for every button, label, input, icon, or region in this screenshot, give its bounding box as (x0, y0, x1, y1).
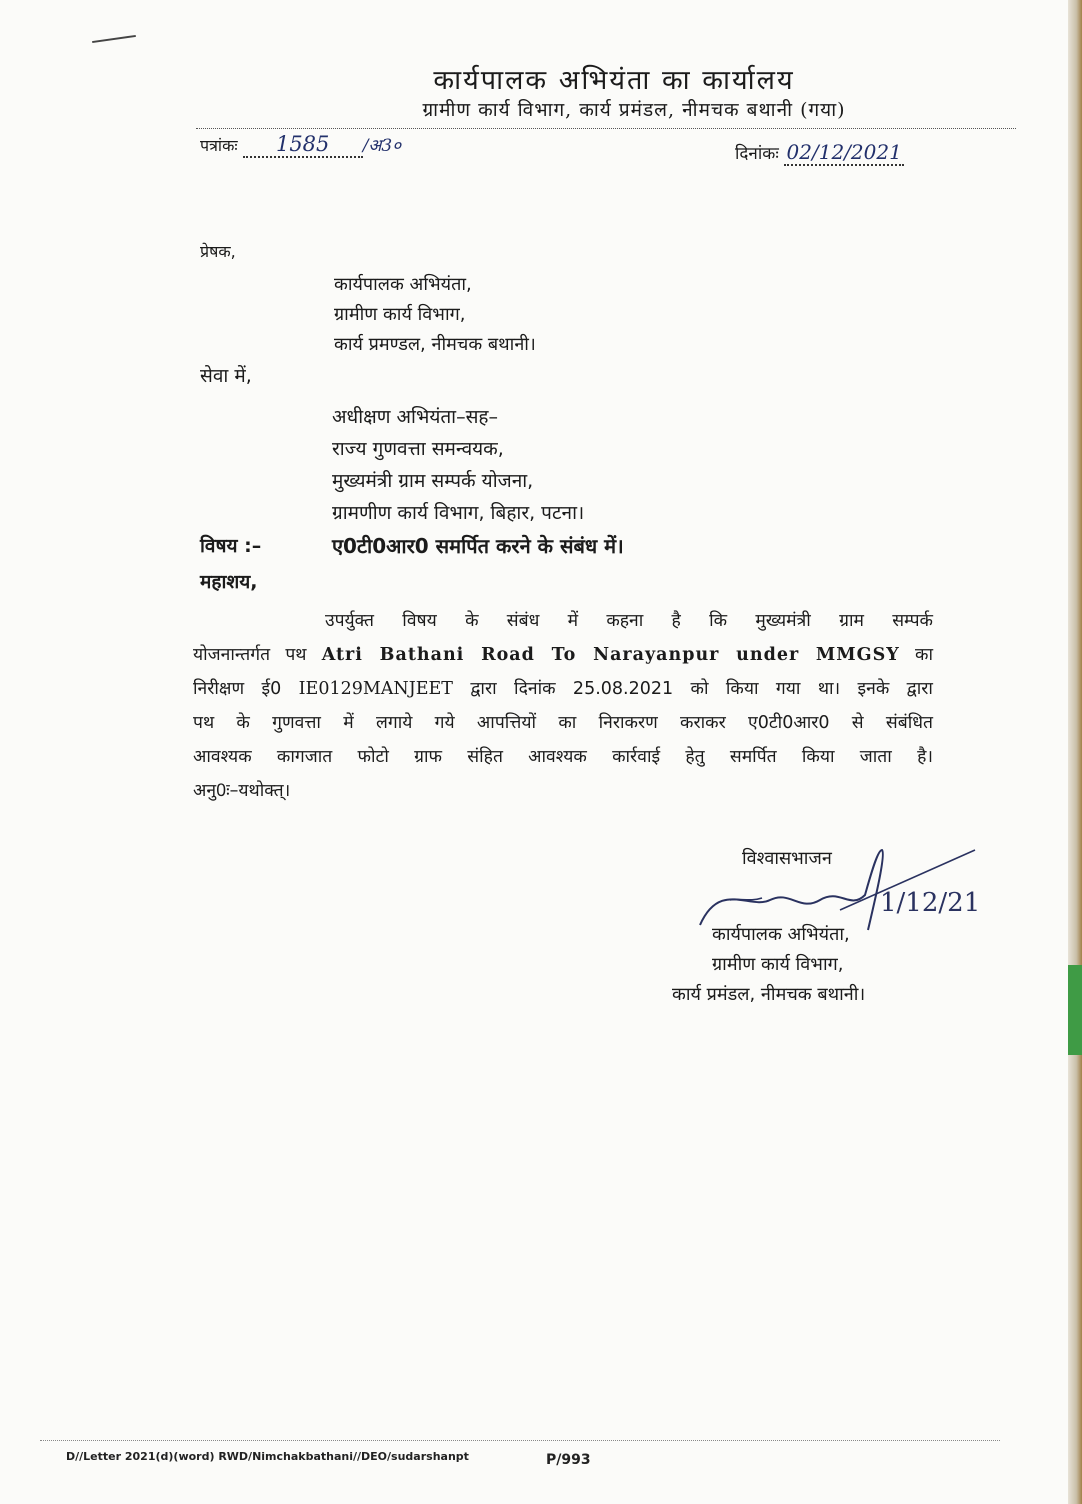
reference-number (200, 132, 401, 158)
reference-value-field (243, 132, 363, 158)
paper-edge (1068, 0, 1082, 1504)
enclosure-note: अनु0ः–यथोक्त्। (193, 781, 291, 801)
body-line-3 (193, 672, 933, 706)
sender-label: प्रेषक, (200, 242, 236, 261)
reference-label: पत्रांकः (200, 136, 238, 155)
recipient-line-4: ग्रामणीण कार्य विभाग, बिहार, पटना। (332, 502, 585, 524)
date-field (784, 140, 904, 166)
body-line-3-start: निरीक्षण ई0 (193, 679, 282, 699)
signature-date: 1/12/21 (880, 888, 981, 918)
recipient-label: सेवा में, (200, 365, 252, 387)
closing-line-1: कार्यपालक अभियंता, (712, 924, 850, 945)
header-divider (196, 128, 1016, 129)
subject-text: ए0टी0आर0 समर्पित करने के संबंध में। (332, 534, 624, 558)
pen-mark (92, 35, 136, 43)
sender-line-2: ग्रामीण कार्य विभाग, (334, 304, 466, 325)
body-line-2-start: योजनान्तर्गत पथ (193, 645, 307, 665)
body-paragraph (193, 604, 933, 808)
closing-regards: विश्वासभाजन (742, 848, 832, 869)
office-title: कार्यपालक अभियंता का कार्यालय (433, 65, 795, 96)
date-value: 02/12/2021 (786, 140, 902, 164)
road-name: Atri Bathani Road To Narayanpur under MMGSY (321, 645, 900, 665)
sender-line-1: कार्यपालक अभियंता, (334, 274, 472, 295)
letter-date (735, 140, 904, 166)
salutation: महाशय, (200, 571, 258, 593)
footer-divider (40, 1440, 1000, 1441)
background-object (1068, 965, 1082, 1055)
body-line-2 (193, 638, 933, 672)
closing-line-2: ग्रामीण कार्य विभाग, (712, 954, 844, 975)
subject-label: विषय :– (200, 535, 262, 557)
body-line-5: आवश्यक कागजात फोटो ग्राफ संहित आवश्यक कार्रवाई हेतु समर्पित किया जाता है। (193, 747, 933, 767)
sender-line-3: कार्य प्रमण्डल, नीमचक बथानी। (334, 334, 536, 355)
body-line-4: पथ के गुणवत्ता में लगाये गये आपत्तियों का निराकरण कराकर ए0टी0आर0 से संबंधित (193, 713, 933, 733)
body-line-3-end: द्वारा दिनांक 25.08.2021 को किया गया था। इनके द्वारा (470, 679, 933, 699)
reference-number-value: 1585 (275, 132, 330, 156)
page-code: P/993 (546, 1452, 591, 1468)
body-line-1: उपर्युक्त विषय के संबंध में कहना है कि मुख्यमंत्री ग्राम सम्पर्क (325, 611, 933, 631)
body-line-2-end: का (915, 645, 933, 665)
recipient-line-2: राज्य गुणवत्ता समन्वयक, (332, 438, 504, 460)
office-subtitle: ग्रामीण कार्य विभाग, कार्य प्रमंडल, नीमचक बथानी (गया) (422, 99, 846, 121)
file-path: D//Letter 2021(d)(word) RWD/Nimchakbathani//DEO/sudarshanpt (66, 1450, 469, 1463)
recipient-line-1: अधीक्षण अभियंता–सह– (332, 406, 499, 428)
recipient-line-3: मुख्यमंत्री ग्राम सम्पर्क योजना, (332, 470, 534, 492)
closing-line-3: कार्य प्रमंडल, नीमचक बथानी। (672, 984, 866, 1005)
date-label: दिनांकः (735, 144, 779, 164)
inspector-id: IE0129MANJEET (298, 679, 453, 699)
reference-suffix: /अ3० (362, 136, 402, 156)
